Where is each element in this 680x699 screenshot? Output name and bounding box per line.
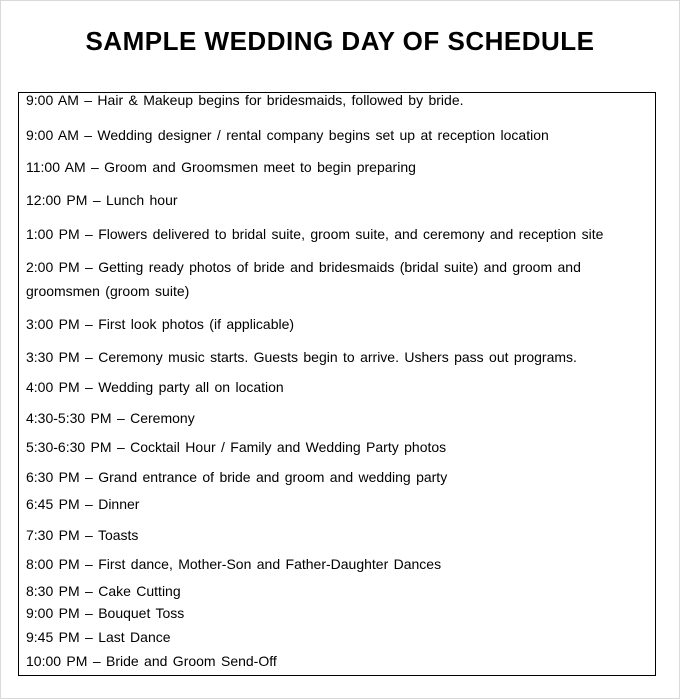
schedule-entry: 9:00 AM – Hair & Makeup begins for bridesmaids, followed by bride.	[26, 92, 464, 108]
schedule-entry: 6:30 PM – Grand entrance of bride and groom and wedding party	[26, 469, 448, 485]
schedule-entry: 3:00 PM – First look photos (if applicable)	[26, 316, 295, 332]
schedule-entry: 7:30 PM – Toasts	[26, 527, 139, 543]
schedule-entry: 11:00 AM – Groom and Groomsmen meet to begin preparing	[26, 159, 416, 175]
schedule-entry: 9:00 PM – Bouquet Toss	[26, 605, 185, 621]
schedule-entry: 10:00 PM – Bride and Groom Send-Off	[26, 653, 277, 669]
schedule-entry: 9:45 PM – Last Dance	[26, 629, 171, 645]
schedule-entry: 8:00 PM – First dance, Mother-Son and Father-Daughter Dances	[26, 556, 442, 572]
schedule-entry: 4:30-5:30 PM – Ceremony	[26, 410, 195, 426]
document-title: SAMPLE WEDDING DAY OF SCHEDULE	[85, 26, 595, 56]
schedule-entry: 3:30 PM – Ceremony music starts. Guests begin to arrive. Ushers pass out programs.	[26, 349, 577, 365]
schedule-entry: 12:00 PM – Lunch hour	[26, 192, 178, 208]
schedule-entry: 6:45 PM – Dinner	[26, 496, 140, 512]
schedule-entry: 8:30 PM – Cake Cutting	[26, 583, 181, 599]
schedule-entry: 1:00 PM – Flowers delivered to bridal suite, groom suite, and ceremony and reception site	[26, 226, 604, 242]
schedule-entry: 9:00 AM – Wedding designer / rental company begins set up at reception location	[26, 127, 549, 143]
schedule-entry: 2:00 PM – Getting ready photos of bride and bridesmaids (bridal suite) and groom and groomsmen (groom suite)	[26, 259, 581, 299]
schedule-entry: 5:30-6:30 PM – Cocktail Hour / Family and Wedding Party photos	[26, 439, 447, 455]
schedule-entry: 4:00 PM – Wedding party all on location	[26, 379, 284, 395]
